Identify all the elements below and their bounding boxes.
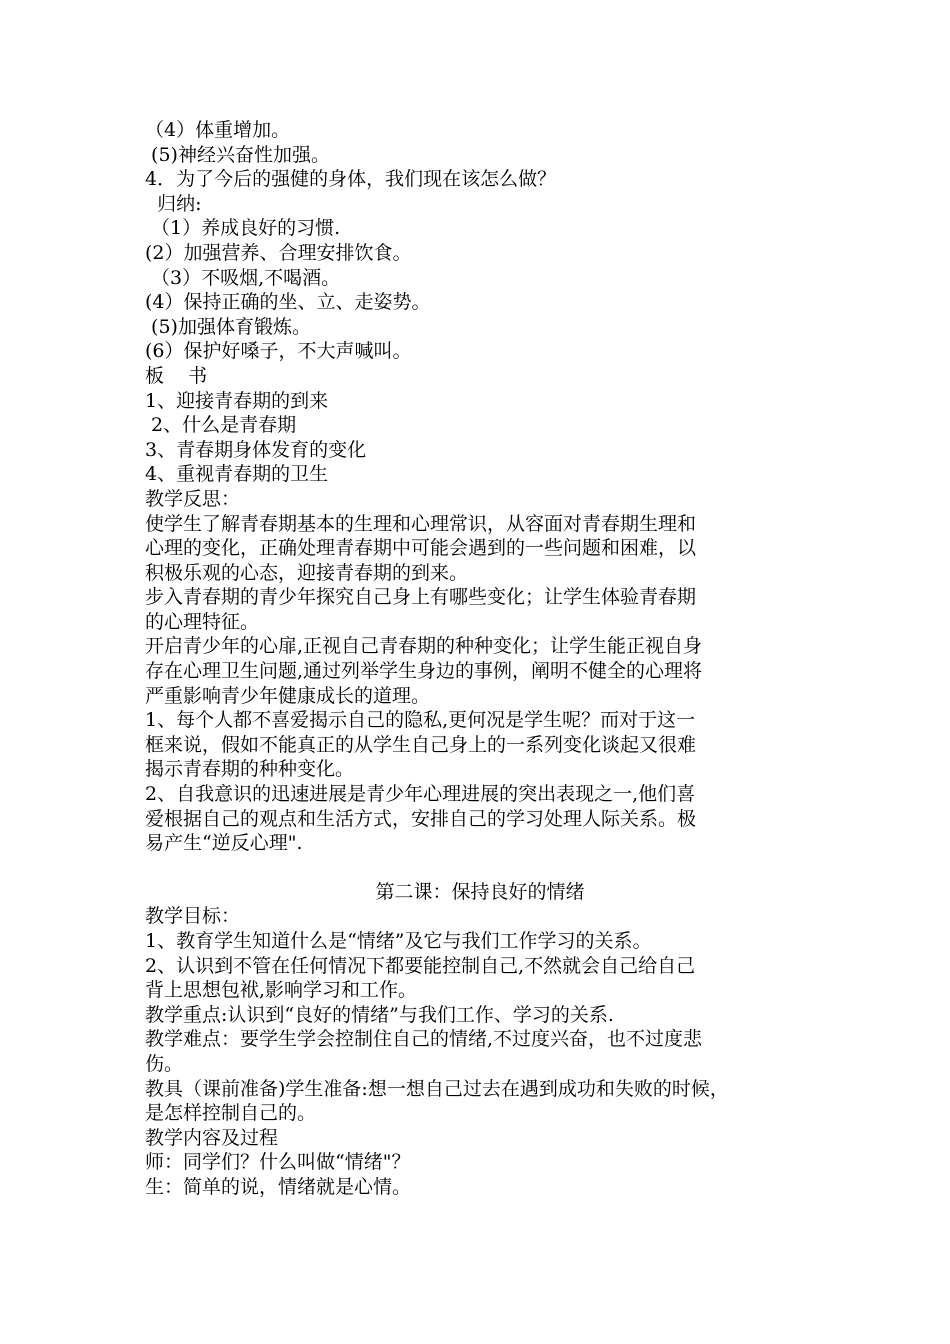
text-line: 心理的变化，正确处理青春期中可能会遇到的一些问题和困难，以 — [145, 537, 697, 560]
text-line: 归纳: — [145, 192, 202, 215]
text-line: 积极乐观的心态，迎接青春期的到来。 — [145, 561, 469, 584]
text-line: 教学难点：要学生学会控制住自己的情绪,不过度兴奋，也不过度悲 — [145, 1028, 703, 1051]
text-line: (2）加强营养、合理安排饮食。 — [145, 241, 412, 264]
text-line: 1、教育学生知道什么是“情绪”及它与我们工作学习的关系。 — [145, 930, 652, 952]
text-line: （4）体重增加。 — [145, 119, 291, 141]
document-body-part-1 — [145, 118, 815, 856]
text-line: 伤。 — [145, 1052, 184, 1075]
text-line: （1）养成良好的习惯. — [145, 217, 341, 240]
text-line: (5)加强体育锻炼。 — [145, 315, 311, 338]
blank-line — [145, 856, 815, 880]
text-line: 开启青少年的心扉,正视自己青春期的种种变化；让学生能正视自身 — [145, 635, 703, 658]
text-line: 2、什么是青春期 — [145, 414, 297, 437]
text-line: 2、认识到不管在任何情况下都要能控制自己,不然就会自己给自己 — [145, 954, 696, 977]
text-line: 教学重点:认识到“良好的情绪”与我们工作、学习的关系. — [145, 1003, 614, 1026]
text-line: (6）保护好嗓子，不大声喊叫。 — [145, 340, 412, 363]
text-line: 是怎样控制自己的。 — [145, 1102, 317, 1125]
text-line: 揭示青春期的种种变化。 — [145, 758, 355, 781]
text-line: 背上思想包袱,影响学习和工作。 — [145, 979, 418, 1002]
text-line: 严重影响青少年健康成长的道理。 — [145, 684, 431, 707]
text-line: 1、迎接青春期的到来 — [145, 389, 329, 412]
text-line: (5)神经兴奋性加强。 — [145, 143, 330, 166]
text-line: 教学反思： — [145, 487, 241, 510]
text-line: (4）保持正确的坐、立、走姿势。 — [145, 291, 431, 314]
text-line: 3、青春期身体发育的变化 — [145, 438, 367, 461]
text-line: 师：同学们？什么叫做“情绪"？ — [145, 1151, 411, 1174]
text-line: 爱根据自己的观点和生活方式，安排自己的学习处理人际关系。极 — [145, 807, 697, 830]
text-line: 生：简单的说，情绪就是心情。 — [145, 1175, 412, 1198]
lesson-title: 第二课：保持良好的情绪 — [375, 880, 585, 903]
document-body-part-2 — [145, 904, 815, 1199]
text-line: 使学生了解青春期基本的生理和心理常识，从容面对青春期生理和 — [145, 512, 697, 535]
text-line: 4、重视青春期的卫生 — [145, 463, 329, 486]
text-line: 的心理特征。 — [145, 610, 260, 633]
text-line: （3）不吸烟,不喝酒。 — [145, 266, 341, 289]
text-line: 1、每个人都不喜爱揭示自己的隐私,更何况是学生呢？而对于这一 — [145, 709, 696, 732]
text-line: 步入青春期的青少年探究自己身上有哪些变化；让学生体验青春期 — [145, 586, 697, 609]
text-line: 教具（课前准备)学生准备:想一想自己过去在遇到成功和失败的时候， — [145, 1077, 729, 1100]
text-line: 存在心理卫生问题,通过列举学生身边的事例，阐明不健全的心理将 — [145, 660, 703, 683]
text-line: 4．为了今后的强健的身体，我们现在该怎么做？ — [145, 168, 557, 191]
text-line: 板 书 — [145, 364, 208, 387]
document-page — [145, 118, 815, 1200]
text-line: 2、自我意识的迅速进展是青少年心理进展的突出表现之一,他们喜 — [145, 783, 696, 806]
text-line: 教学目标： — [145, 905, 241, 928]
text-line: 易产生“逆反心理". — [145, 832, 303, 855]
text-line: 教学内容及过程 — [145, 1126, 279, 1149]
text-line: 框来说，假如不能真正的从学生自己身上的一系列变化谈起又很难 — [145, 733, 697, 756]
